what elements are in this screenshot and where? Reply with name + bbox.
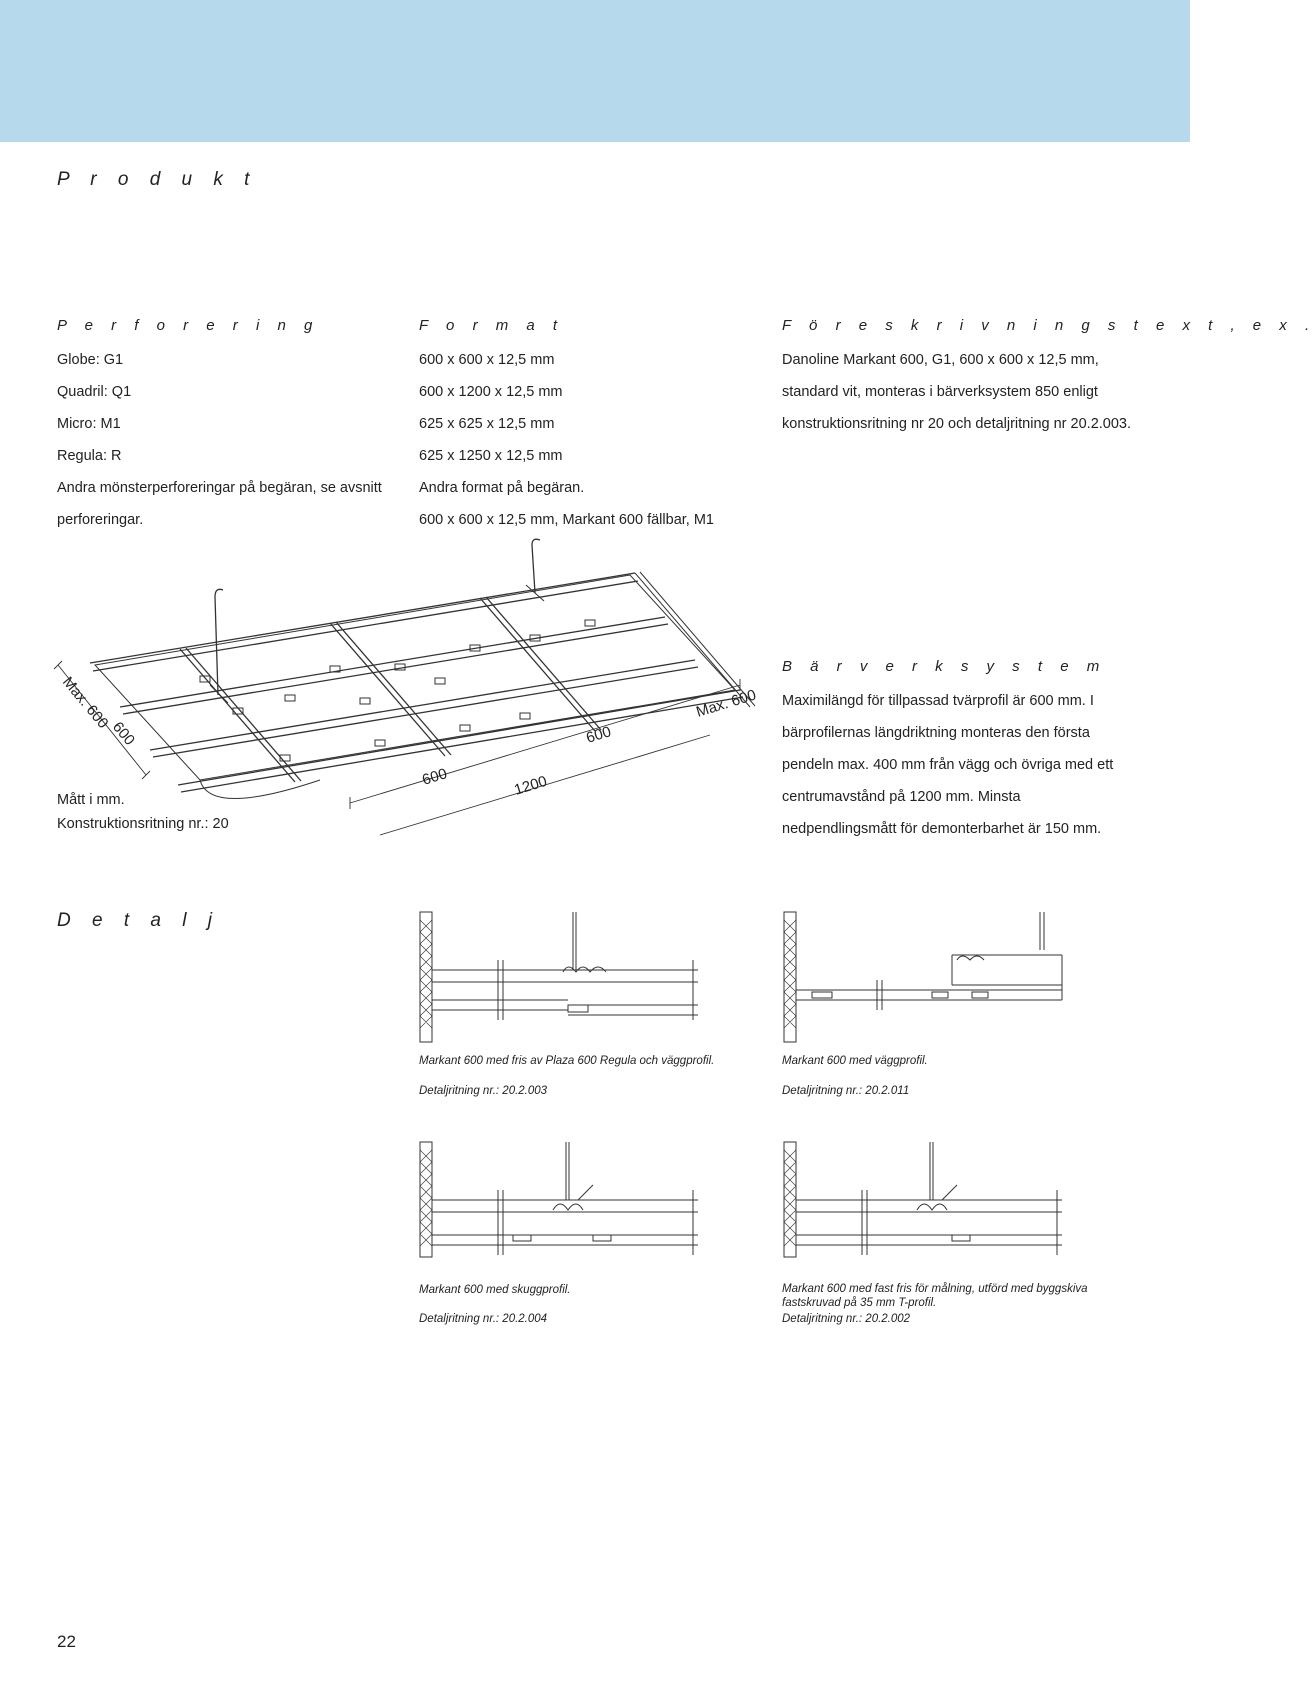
foreskrivning-heading: F ö r e s k r i v n i n g s t e x t , e x . [782,317,1316,334]
section-title-detalj: D e t a l j [57,910,220,931]
barverk-heading: B ä r v e r k s y s t e m [782,658,1107,675]
detail-ref: Detaljritning nr.: 20.2.011 [782,1085,910,1097]
perforering-column [57,317,382,536]
drawing-note-line: Konstruktionsritning nr.: 20 [57,816,229,832]
detail-caption: Markant 600 med fast fris för målning, utförd med byggskiva fastskruvad på 35 mm T-profil. [782,1283,1088,1309]
detail-drawing-20-2-003 [418,910,708,1045]
detail-ref: Detaljritning nr.: 20.2.002 [782,1313,911,1325]
detail-caption: Markant 600 med väggprofil. [782,1055,928,1067]
perforering-line: Micro: M1 [57,416,121,432]
dimension-label-max600-left: Max. 600 [58,673,112,732]
format-line: 625 x 1250 x 12,5 mm [419,448,563,464]
detail-drawing-20-2-002 [782,1140,1072,1260]
barverk-column [782,658,1132,845]
perforering-line: Globe: G1 [57,352,124,368]
perforering-line: Andra mönsterperforeringar på begäran, se avsnitt [57,480,382,496]
perforering-heading: P e r f o r e r i n g [57,317,320,334]
page-number: 22 [57,1632,76,1651]
detail-caption: Markant 600 med skuggprofil. [419,1284,571,1296]
foreskrivning-line: standard vit, monteras i bärverksystem 850 enligt [782,384,1098,400]
drawing-note-line: Mått i mm. [57,792,125,808]
detail-drawing-20-2-004 [418,1140,708,1260]
format-line: 600 x 1200 x 12,5 mm [419,384,563,400]
foreskrivning-line: Danoline Markant 600, G1, 600 x 600 x 12,5 mm, [782,352,1099,368]
perforering-line: Quadril: Q1 [57,384,132,400]
format-line: 600 x 600 x 12,5 mm [419,352,555,368]
detail-caption: Markant 600 med fris av Plaza 600 Regula och väggprofil. [419,1055,715,1067]
detail-drawing-20-2-011 [782,910,1072,1045]
format-line: 625 x 625 x 12,5 mm [419,416,555,432]
drawing-note [57,788,229,836]
format-line: 600 x 600 x 12,5 mm, Markant 600 fällbar, M1 [419,512,714,528]
detail-ref: Detaljritning nr.: 20.2.004 [419,1313,548,1325]
dimension-label-max600-right: Max. 600 [694,686,759,721]
foreskrivning-line: konstruktionsritning nr 20 och detaljritning nr 20.2.003. [782,416,1132,432]
barverk-text: Maximilängd för tillpassad tvärprofil är 600 mm. I bärprofilernas längdriktning monteras den första pendeln max. 400 mm från vägg och övriga med ett centrumavstånd på 1200 mm. Minsta nedpendlingsmått för demonterbarhet är 150 mm. [782,693,1114,837]
perforering-line: Regula: R [57,448,122,464]
section-title-produkt: P r o d u k t [57,169,258,190]
dimension-label-1200: 1200 [512,772,550,799]
dimension-label-600-low: 600 [420,765,450,789]
format-line: Andra format på begäran. [419,480,585,496]
header-band [0,0,1190,142]
perforering-line: perforeringar. [57,512,144,528]
dimension-label-600-left: 600 [108,718,139,749]
foreskrivning-column [782,317,1316,440]
format-column [419,317,714,536]
detail-ref: Detaljritning nr.: 20.2.003 [419,1085,548,1097]
dimension-label-600-mid: 600 [584,723,614,747]
format-heading: F o r m a t [419,317,565,334]
